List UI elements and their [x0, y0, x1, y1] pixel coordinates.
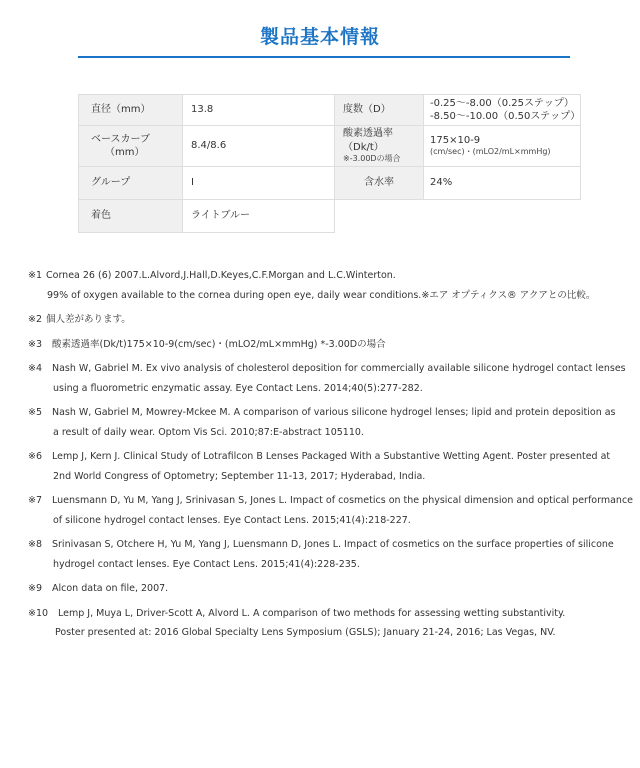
title-underline: [78, 56, 570, 58]
footnote-text: Nash W, Gabriel M, Mowrey-Mckee M. A comparison of various silicone hydrogel lenses; lipid and protein deposition as: [52, 407, 616, 418]
spec-table: [78, 94, 581, 233]
oxygen-value: [424, 126, 581, 167]
color-label: 着色: [79, 200, 183, 233]
footnote: [28, 335, 618, 355]
footnote-text: Lemp J, Kern J. Clinical Study of Lotrafilcon B Lenses Packaged With a Substantive Wetting Agent. Poster presented at: [52, 451, 611, 462]
footnote-line: [28, 359, 626, 379]
footnote-line: [28, 335, 618, 355]
footnote-text: Alcon data on file, 2007.: [52, 583, 169, 594]
footnote-text: Cornea 26 (6) 2007.L.Alvord,J.Hall,D.Keyes,C.F.Morgan and L.C.Winterton.: [46, 270, 396, 281]
power-value-line-1: -0.25〜-8.00（0.25ステップ）: [430, 97, 574, 109]
water-value: 24%: [424, 167, 581, 200]
footnote: [28, 266, 618, 305]
footnote-text: Luensmann D, Yu M, Yang J, Srinivasan S, Jones L. Impact of cosmetics on the physical dimension and optical performance: [52, 495, 634, 506]
footnote-line: [28, 579, 618, 599]
spec-row: [79, 126, 581, 167]
footnote: [28, 447, 618, 486]
spec-row: [79, 200, 581, 233]
footnote-mark: ※1: [28, 270, 43, 281]
footnote-line: [28, 535, 618, 555]
oxygen-label-main: 酸素透過率（Dk/t）: [343, 128, 393, 153]
footnote-mark: ※3: [28, 338, 43, 350]
spec-row: [79, 167, 581, 200]
color-value: ライトブルー: [183, 200, 335, 233]
footnote-line: [28, 266, 618, 286]
footnote-line: [28, 491, 634, 511]
footnote-mark: ※10: [28, 607, 49, 619]
footnote-line: hydrogel contact lenses. Eye Contact Lens. 2015;41(4):228-235.: [53, 558, 360, 570]
footnote-line: [28, 447, 618, 467]
footnote-text: Srinivasan S, Otchere H, Yu M, Yang J, Luensmann D, Jones L. Impact of cosmetics on the surface properties of silicone: [52, 539, 614, 550]
footnote: [28, 491, 634, 530]
base-curve-label: [79, 126, 183, 167]
footnote-line: 99% of oxygen available to the cornea during open eye, daily wear conditions.※エア オプティクス® アクアとの比較。: [47, 289, 596, 301]
footnote-text: Nash W, Gabriel M. Ex vivo analysis of cholesterol deposition for commercially available silicone hydrogel contact lenses: [52, 363, 626, 374]
footnote-mark: ※9: [28, 583, 43, 594]
footnote-line: 2nd World Congress of Optometry; September 11-13, 2017; Hyderabad, India.: [53, 470, 426, 482]
oxygen-label: [335, 126, 424, 167]
footnote-mark: ※4: [28, 363, 43, 374]
footnote-line: using a fluorometric enzymatic assay. Eye Contact Lens. 2014;40(5):277-282.: [53, 382, 423, 394]
group-label: グループ: [79, 167, 183, 200]
footnote: [28, 359, 626, 398]
footnote-mark: ※2: [28, 314, 43, 325]
footnote-text: 個人差があります。: [46, 314, 131, 325]
footnote-line: of silicone hydrogel contact lenses. Eye Contact Lens. 2015;41(4):218-227.: [53, 514, 411, 526]
spec-row: [79, 95, 581, 126]
diameter-value: 13.8: [183, 95, 335, 126]
power-value-line-2: -8.50〜-10.00（0.50ステップ）: [430, 111, 581, 122]
water-label: 含水率: [335, 167, 424, 200]
oxygen-value-unit: (cm/sec)・(mLO2/mL×mmHg): [430, 147, 551, 157]
footnote-mark: ※6: [28, 451, 43, 462]
footnote: [28, 579, 618, 599]
footnote-text: Lemp J, Muya L, Driver-Scott A, Alvord L. A comparison of two methods for assessing wetting substantivity.: [58, 607, 566, 619]
oxygen-label-sub: ※-3.00Dの場合: [343, 154, 401, 164]
page-title: 製品基本情報: [259, 26, 380, 48]
footnote: [28, 310, 618, 330]
base-curve-label-line-2: （mm）: [105, 147, 145, 158]
footnote-line: a result of daily wear. Optom Vis Sci. 2010;87:E-abstract 105110.: [53, 426, 364, 438]
footnotes: [28, 266, 634, 648]
group-value: I: [183, 167, 335, 200]
footnote-mark: ※5: [28, 407, 43, 418]
power-label: 度数（D）: [335, 95, 424, 126]
base-curve-value: 8.4/8.6: [183, 126, 335, 167]
footnote-line: [28, 403, 618, 423]
footnote-line: [28, 604, 618, 624]
footnote: [28, 604, 618, 643]
base-curve-label-line-1: ベースカーブ: [91, 133, 150, 145]
footnote-mark: ※7: [28, 495, 43, 506]
oxygen-value-main: 175×10-9: [430, 134, 481, 146]
diameter-label: 直径（mm）: [79, 95, 183, 126]
footnote-line: [28, 310, 618, 330]
empty-cell: [335, 200, 581, 233]
footnote-line: Poster presented at: 2016 Global Specialty Lens Symposium (GSLS); January 21-24, 2016; Las Vegas, NV.: [55, 627, 556, 638]
footnote: [28, 403, 618, 442]
power-value: [424, 95, 581, 126]
footnote: [28, 535, 618, 574]
footnote-text: 酸素透過率(Dk/t)175×10-9(cm/sec)・(mLO2/mL×mmHg) *-3.00Dの場合: [52, 338, 386, 350]
footnote-mark: ※8: [28, 539, 43, 550]
